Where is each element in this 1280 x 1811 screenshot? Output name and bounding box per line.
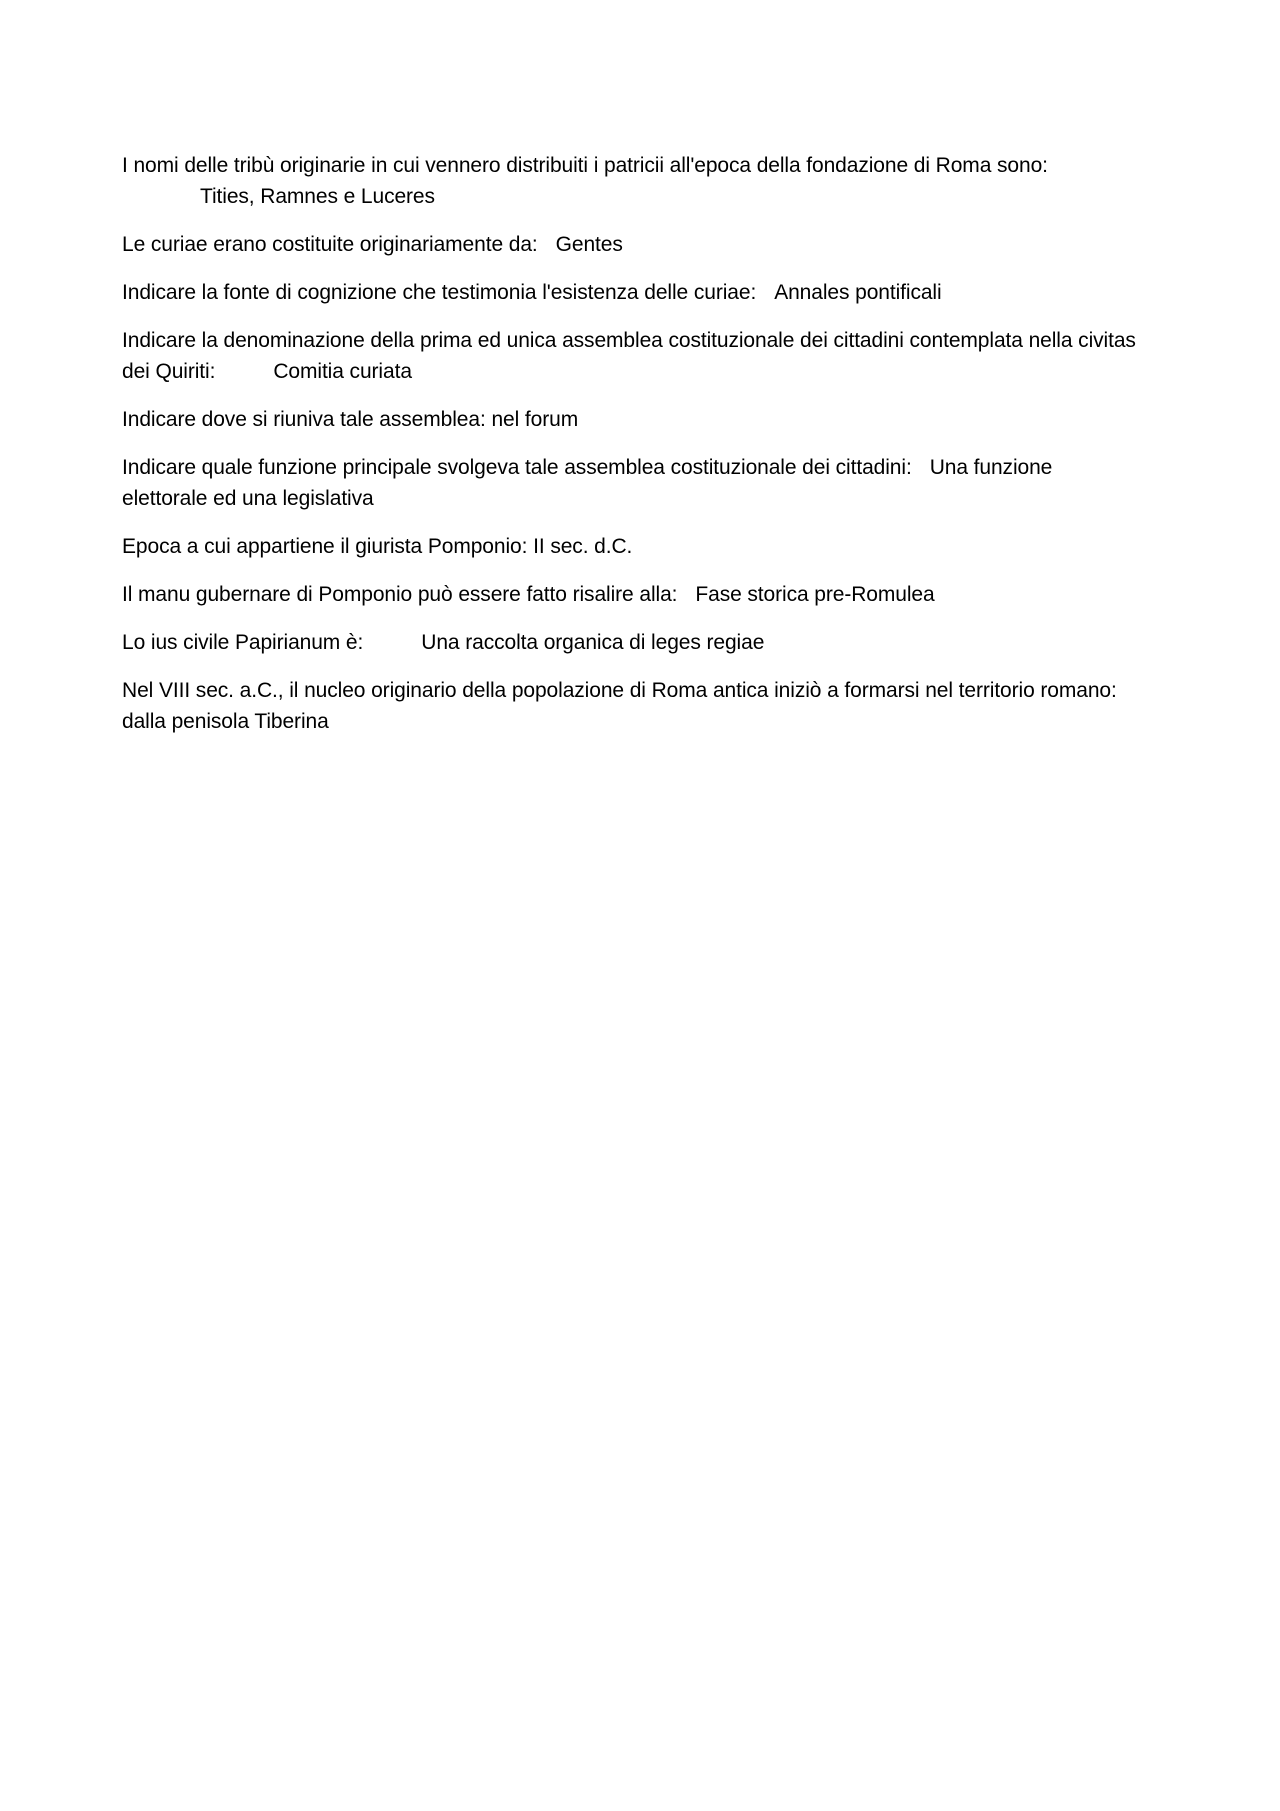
question-text: I nomi delle tribù originarie in cui vennero distribuiti i patricii all'epoca della fondazione di Roma sono: <box>122 154 1048 177</box>
qa-item-manu-gubernare <box>122 579 1142 610</box>
answer-text: Comitia curiata <box>273 360 412 383</box>
qa-item-assembly-function <box>122 452 1142 514</box>
qa-item-curiae-source <box>122 277 1142 308</box>
question-text: Lo ius civile Papirianum è: <box>122 631 364 654</box>
qa-item-origin-population <box>122 675 1142 737</box>
question-text: Le curiae erano costituite originariamente da: <box>122 233 538 256</box>
qa-item-tribu <box>122 150 1142 212</box>
answer-text: II sec. d.C. <box>533 535 633 558</box>
answer-text: Una funzione elettorale ed una legislativa <box>122 456 1053 510</box>
qa-item-ius-papirianum <box>122 627 1142 658</box>
question-text: Indicare quale funzione principale svolgeva tale assemblea costituzionale dei cittadini: <box>122 456 912 479</box>
qa-item-curiae-composition <box>122 229 1142 260</box>
document-body <box>122 150 1142 754</box>
answer-text: nel forum <box>491 408 579 431</box>
question-text: Indicare dove si riuniva tale assemblea: <box>122 408 486 431</box>
question-text: Nel VIII sec. a.C., il nucleo originario della popolazione di Roma antica iniziò a formarsi nel territorio romano: <box>122 679 1117 702</box>
question-text: Il manu gubernare di Pomponio può essere fatto risalire alla: <box>122 583 678 606</box>
answer-text: Tities, Ramnes e Luceres <box>200 185 435 208</box>
answer-text: Fase storica pre-Romulea <box>695 583 935 606</box>
answer-text: Gentes <box>555 233 623 256</box>
qa-item-pomponio-epoch <box>122 531 1142 562</box>
answer-text: Una raccolta organica di leges regiae <box>421 631 765 654</box>
qa-item-assembly-place <box>122 404 1142 435</box>
answer-text: dalla penisola Tiberina <box>122 710 329 733</box>
question-text: Indicare la denominazione della prima ed unica assemblea costituzionale dei cittadini contemplata nella civitas dei Quiriti: <box>122 329 1136 383</box>
question-text: Indicare la fonte di cognizione che testimonia l'esistenza delle curiae: <box>122 281 757 304</box>
question-text: Epoca a cui appartiene il giurista Pomponio: <box>122 535 528 558</box>
qa-item-assembly-name <box>122 325 1142 387</box>
answer-text: Annales pontificali <box>774 281 942 304</box>
